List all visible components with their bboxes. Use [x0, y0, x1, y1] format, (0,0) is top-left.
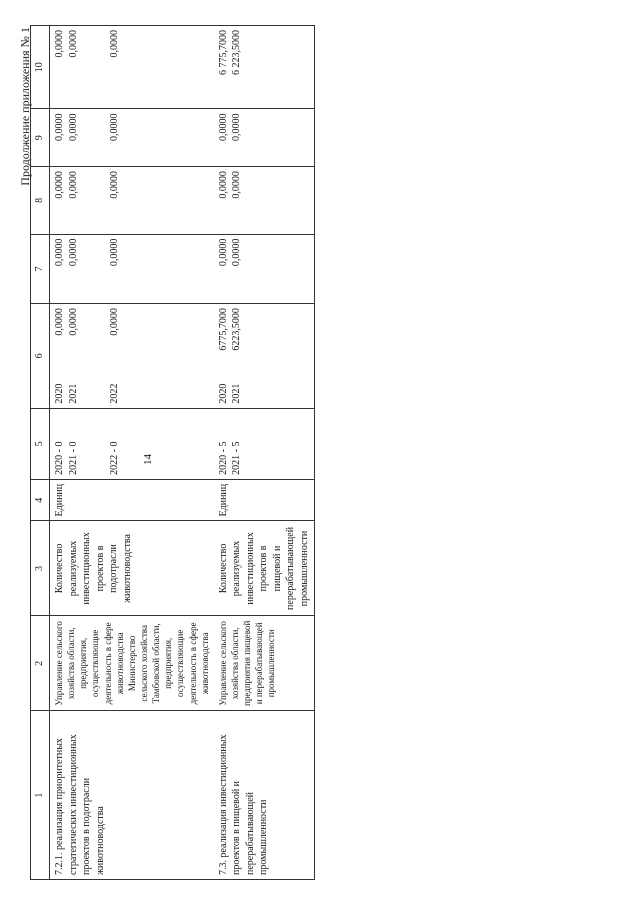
value-7: 0,0000: [217, 238, 229, 267]
year-range: 2020 - 5: [217, 441, 229, 475]
col-header-10: 10: [31, 26, 50, 109]
unit-cell: Единиц: [214, 479, 315, 521]
col-header-6: 6: [31, 304, 50, 408]
year-range: 2021 - 0: [67, 441, 79, 475]
col-header-5: 5: [31, 408, 50, 479]
row-number: 7.3.: [217, 860, 229, 875]
value-8: 0,0000: [109, 171, 120, 199]
value-7-cell: [50, 234, 214, 303]
row-number: 7.2.1.: [54, 852, 65, 875]
value-7: 0,0000: [109, 238, 120, 267]
value-10: 0,0000: [67, 30, 79, 58]
year-range: 2021 - 5: [231, 441, 243, 475]
value-8-cell: [50, 167, 214, 235]
unit-cell: Единиц: [50, 479, 214, 521]
executor-text: Управление сельского хозяйства области, предприятия пищевой и перерабатывающей промышленности: [217, 620, 277, 706]
page-number: 14: [142, 454, 154, 465]
value-8: 0,0000: [67, 171, 79, 199]
value-7-cell: [214, 234, 315, 303]
row-cell-1: [50, 711, 214, 880]
row-name: реализация инвестиционных проектов в пищевой и перерабатывающей промышленности: [217, 734, 270, 875]
value-9-cell: [50, 109, 214, 167]
value-6: 0,0000: [109, 308, 120, 336]
header-row: [31, 26, 50, 880]
value-10: 0,0000: [109, 30, 120, 58]
value-9: 0,0000: [54, 113, 65, 141]
value-8: 0,0000: [231, 171, 243, 199]
indicator-cell: Количество реализуемых инвестиционных проектов в пищевой и перерабатывающей промышленности: [214, 521, 315, 616]
executor-text: Министерство сельского хозяйства Тамбовской области, предприятия, осуществляющие деятельность в сфере животноводства: [126, 622, 210, 705]
value-8: 0,0000: [217, 171, 229, 199]
col-header-4: 4: [31, 479, 50, 521]
value-7: 0,0000: [67, 238, 79, 267]
table-row: [50, 26, 214, 880]
col-header-8: 8: [31, 167, 50, 235]
value-10-cell: [214, 26, 315, 109]
range-cell: [214, 408, 315, 479]
col-header-1: 1: [31, 711, 50, 880]
year-label: 2022: [109, 383, 120, 404]
value-9: 0,0000: [109, 113, 120, 141]
executor-cell: [214, 616, 315, 711]
value-6: 0,0000: [54, 308, 65, 336]
value-9: 0,0000: [217, 113, 229, 141]
col-header-3: 3: [31, 521, 50, 616]
value-10-cell: [50, 26, 214, 109]
program-table: [30, 25, 315, 880]
executor-text: Управление сельского хозяйства области, предприятия, осуществляющие деятельность в сфере животноводства: [54, 621, 125, 706]
value-7: 0,0000: [231, 238, 243, 267]
value-7: 0,0000: [54, 238, 65, 267]
col-header-9: 9: [31, 109, 50, 167]
value-6: 6775,7000: [217, 308, 229, 351]
value-9: 0,0000: [67, 113, 79, 141]
indicator-cell: Количество реализуемых инвестиционных проектов в подотрасли животноводства: [50, 521, 214, 616]
row-cell-1: [214, 711, 315, 880]
value-9-cell: [214, 109, 315, 167]
col-header-7: 7: [31, 234, 50, 303]
value-6: 0,0000: [67, 308, 79, 336]
value-6: 6223,5000: [231, 308, 243, 351]
value-10: 0,0000: [54, 30, 65, 58]
table-row: [214, 26, 315, 880]
year-range: 2022 - 0: [109, 441, 120, 475]
year-label: 2020: [54, 383, 65, 404]
year-label: 2021: [231, 383, 243, 404]
row-name: реализация приоритетных стратегических инвестиционных проектов в подотрасли животноводства: [54, 734, 106, 875]
range-cell: [50, 408, 214, 479]
year-label: 2020: [217, 383, 229, 404]
value-8: 0,0000: [54, 171, 65, 199]
col-header-2: 2: [31, 616, 50, 711]
continuation-label: Продолжение приложения № 1: [18, 27, 32, 186]
value-10: 6 223,5000: [231, 30, 243, 75]
value-10: 6 775,7000: [217, 30, 229, 75]
value-9: 0,0000: [231, 113, 243, 141]
year-value-cell: [214, 304, 315, 408]
year-value-cell: [50, 304, 214, 408]
executor-cell: [50, 616, 214, 711]
value-8-cell: [214, 167, 315, 235]
year-label: 2021: [67, 383, 79, 404]
year-range: 2020 - 0: [54, 441, 65, 475]
